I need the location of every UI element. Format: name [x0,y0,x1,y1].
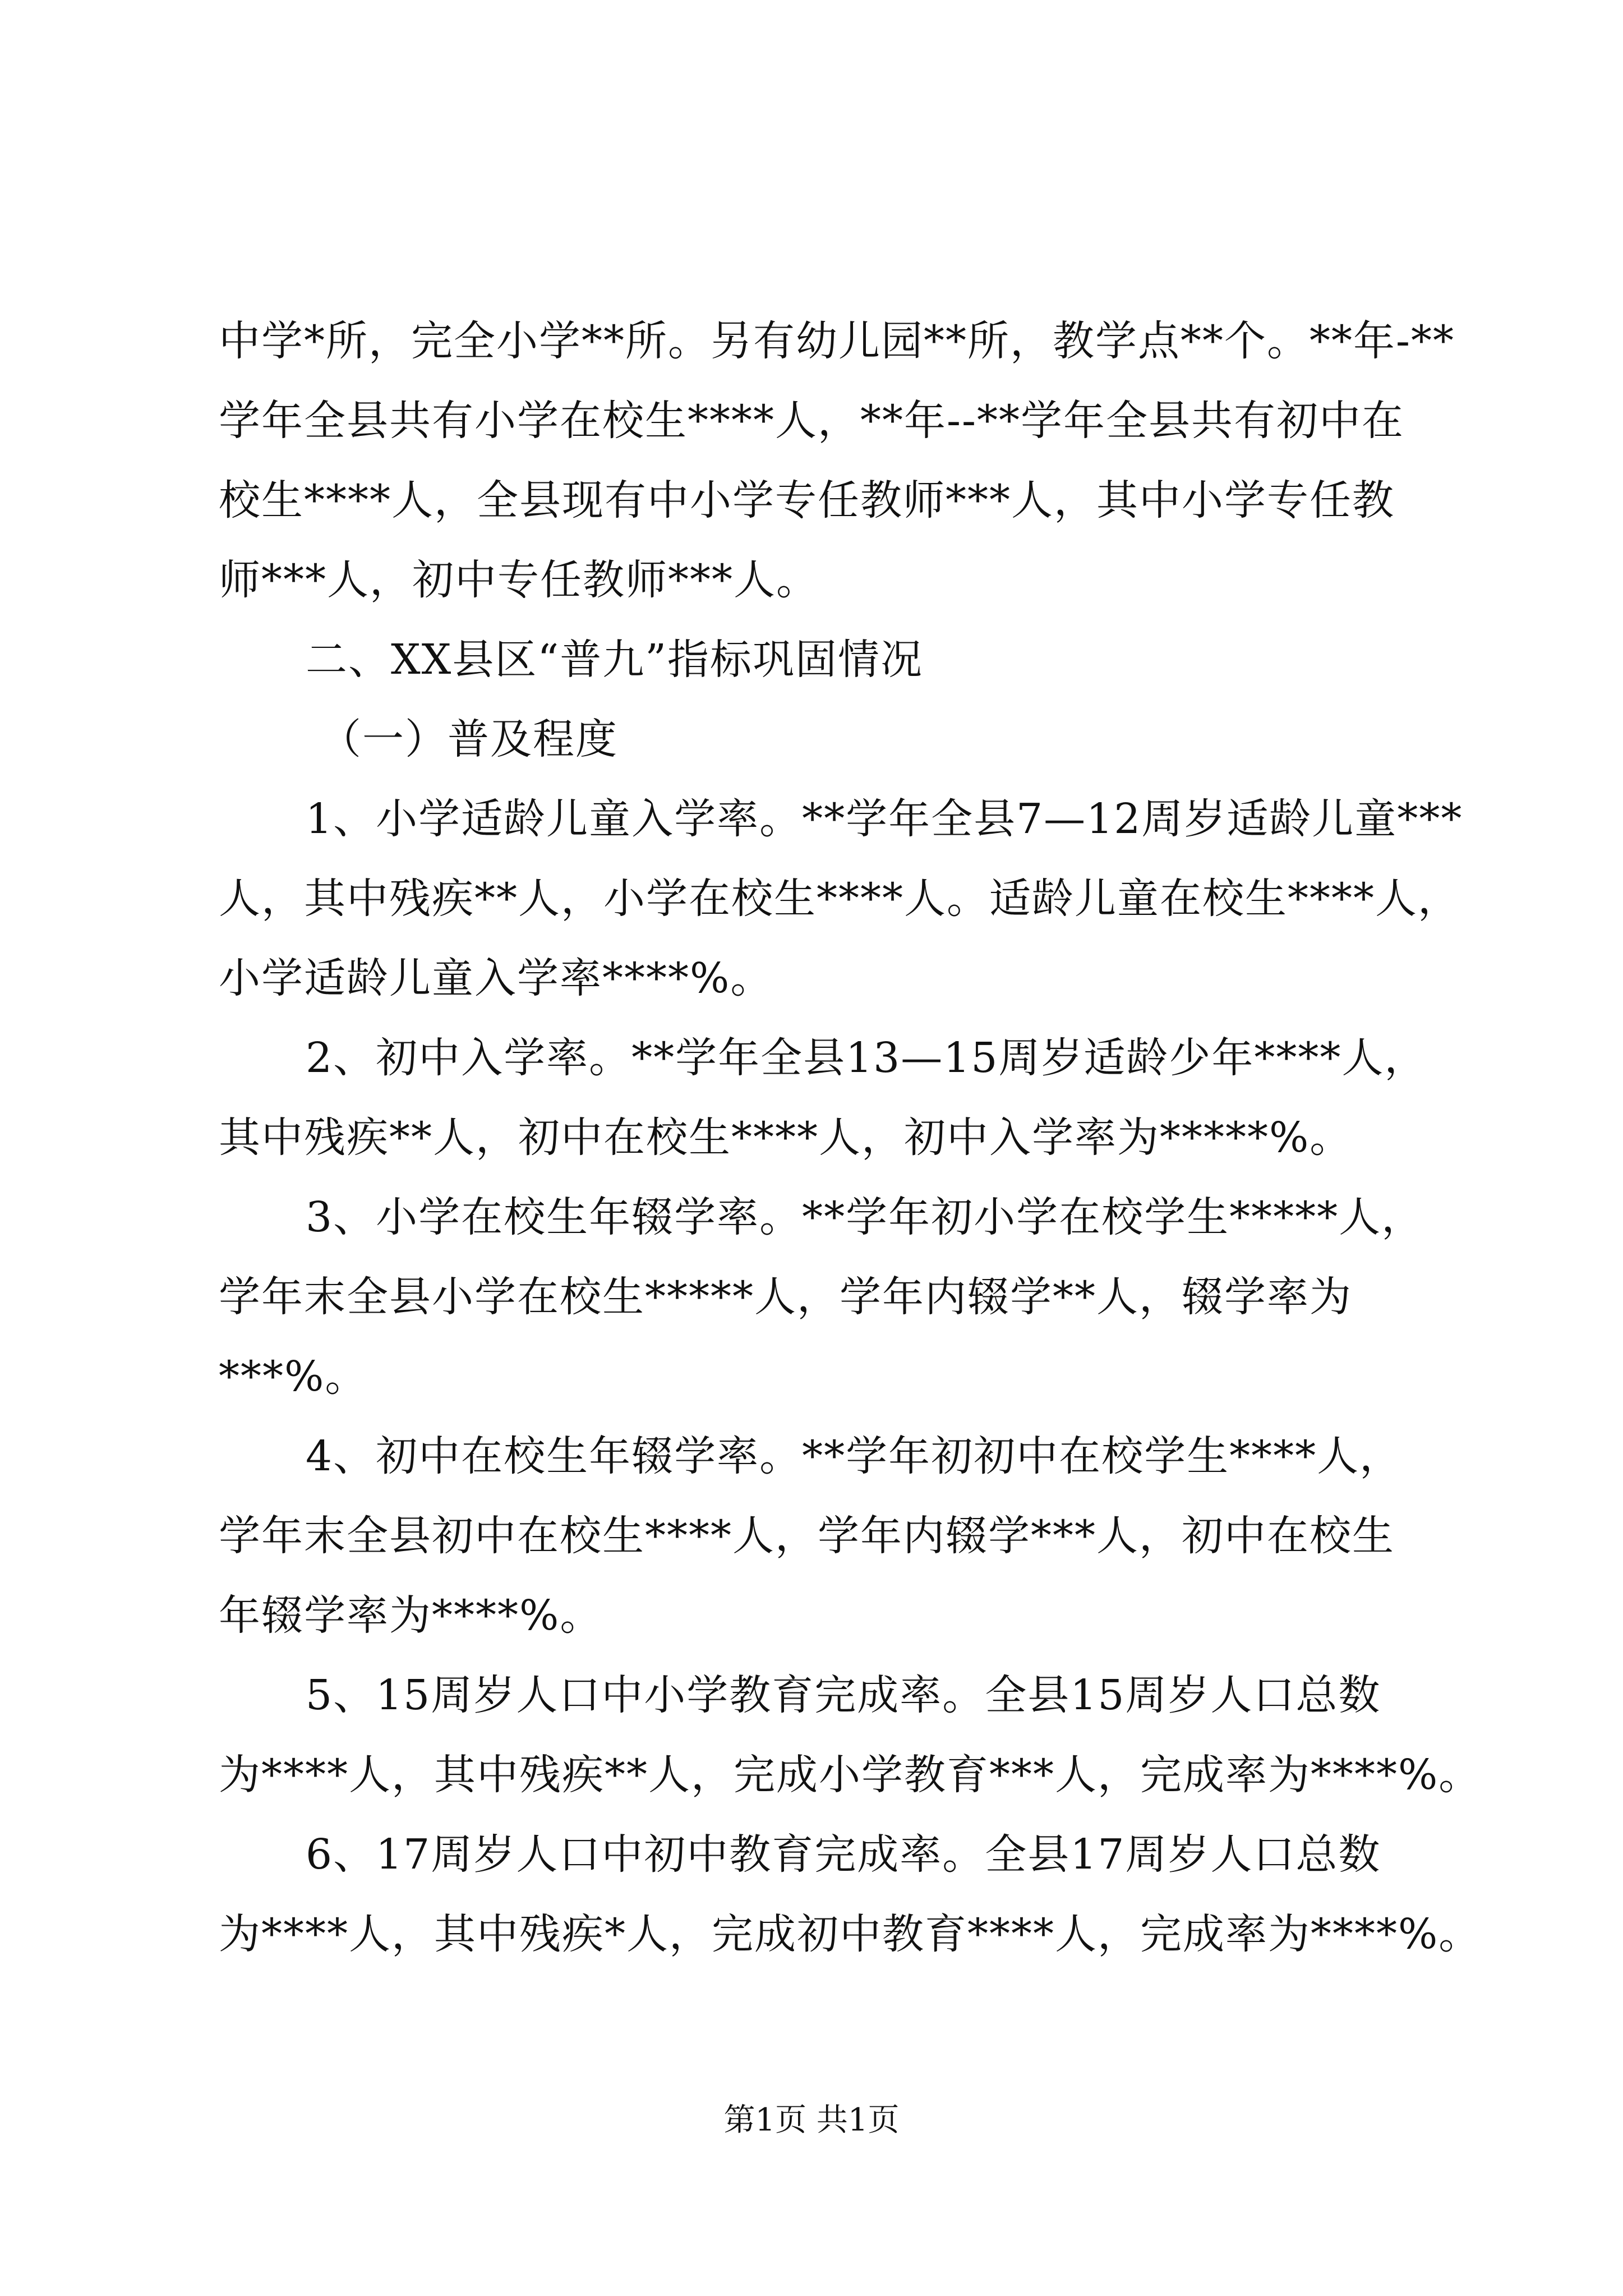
item-6-line-2: 为****人，其中残疾*人，完成初中教育****人，完成率为****%。 [219,1910,1482,1958]
item-1-line-3: 小学适龄儿童入学率****%。 [219,954,773,1002]
item-5-line-1: 5、15周岁人口中小学教育完成率。全县15周岁人口总数 [306,1671,1381,1719]
item-1-line-2: 人，其中残疾**人，小学在校生****人。适龄儿童在校生****人， [219,875,1460,923]
paragraph-line-3: 校生****人，全县现有中小学专任教师***人，其中小学专任教 [219,476,1395,524]
item-3-line-2: 学年末全县小学在校生*****人，学年内辍学**人，辍学率为 [219,1273,1352,1321]
section-heading: 二、XX县区“普九”指标巩固情况 [306,636,924,684]
item-3-line-3: ***%。 [219,1352,368,1401]
item-3-line-1: 3、小学在校生年辍学率。**学年初小学在校学生*****人， [306,1193,1424,1241]
subsection-heading: （一）普及程度 [320,715,618,763]
paragraph-line-2: 学年全县共有小学在校生****人，**年--**学年全县共有初中在 [219,397,1405,445]
item-6-line-1: 6、17周岁人口中初中教育完成率。全县17周岁人口总数 [306,1830,1381,1879]
item-2-line-1: 2、初中入学率。**学年全县13—15周岁适龄少年****人， [306,1034,1427,1082]
item-4-line-2: 学年末全县初中在校生****人，学年内辍学***人，初中在校生 [219,1512,1395,1560]
paragraph-line-4: 师***人，初中专任教师***人。 [219,556,819,604]
item-5-line-2: 为****人，其中残疾**人，完成小学教育***人，完成率为****%。 [219,1751,1482,1799]
paragraph-line-1: 中学*所，完全小学**所。另有幼儿园**所，教学点**个。**年-** [219,317,1455,365]
item-2-line-2: 其中残疾**人，初中在校生****人，初中入学率为*****%。 [219,1114,1353,1162]
item-4-line-1: 4、初中在校生年辍学率。**学年初初中在校学生****人， [306,1432,1403,1480]
item-4-line-3: 年辍学率为****%。 [219,1591,603,1640]
page-number-footer: 第1页 共1页 [723,2102,900,2138]
item-1-line-1: 1、小学适龄儿童入学率。**学年全县7—12周岁适龄儿童*** [306,795,1463,843]
